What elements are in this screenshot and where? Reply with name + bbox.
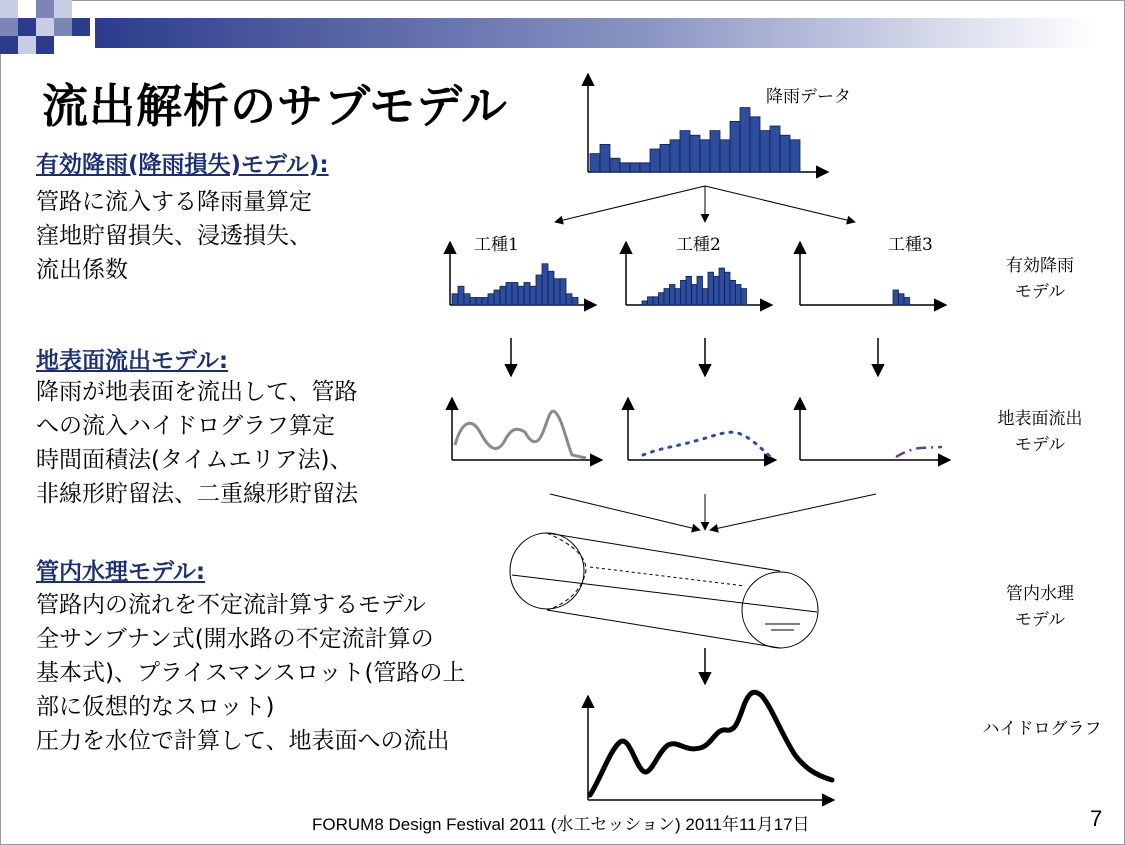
section-line: 全サンブナン式(開水路の不定流計算の: [36, 626, 434, 652]
bar: [692, 285, 698, 306]
side-label-line: モデル: [1014, 282, 1066, 302]
bar: [482, 298, 488, 306]
bar: [512, 283, 518, 306]
bar: [904, 298, 910, 306]
bar: [670, 140, 680, 172]
bar: [560, 279, 566, 305]
bar: [653, 297, 659, 305]
hydrograph-curve: [590, 692, 832, 795]
bar: [488, 294, 494, 305]
side-label-line: モデル: [1014, 435, 1066, 455]
runoff-curve-purple: [896, 447, 942, 457]
bar: [899, 294, 905, 305]
section-heading: 管内水理モデル:: [36, 559, 206, 585]
bar: [494, 290, 500, 305]
page-number: 7: [1090, 806, 1103, 831]
page-title: 流出解析のサブモデル: [42, 79, 508, 133]
bar: [590, 154, 600, 172]
section-line: 管路内の流れを不定流計算するモデル: [36, 592, 426, 618]
bar: [554, 279, 560, 305]
bar: [720, 140, 730, 172]
section-line: 基本式)、プライスマンスロット(管路の上: [36, 660, 466, 686]
bar: [719, 268, 725, 305]
bar: [714, 276, 720, 305]
footer-text: FORUM8 Design Festival 2011 (水工セッション) 2011年11月17日: [312, 815, 810, 834]
bar: [770, 126, 780, 172]
arrow-to-type3: [705, 186, 855, 222]
bar: [650, 149, 660, 172]
runoff-curve-dotted: [643, 432, 772, 458]
bar: [670, 285, 676, 306]
section-heading: 有効降雨(降雨損失)モデル):: [36, 152, 329, 178]
bar: [640, 163, 650, 172]
bar: [566, 294, 572, 305]
bar: [518, 286, 524, 305]
section-line: への流入ハイドログラフ算定: [36, 413, 335, 439]
side-label-line: ハイドログラフ: [982, 719, 1102, 739]
bar: [572, 298, 578, 306]
type2-bars: [642, 268, 747, 305]
bar: [506, 283, 512, 306]
bar: [680, 131, 690, 172]
bar: [681, 280, 687, 305]
converge-arrow-right: [710, 494, 876, 530]
type2-label: 工種2: [676, 235, 721, 255]
bar: [648, 297, 654, 305]
section-line: 降雨が地表面を流出して、管路: [36, 379, 358, 405]
bar: [710, 131, 720, 172]
type3-chart-axes: [800, 242, 946, 305]
pipe-cylinder: [510, 533, 818, 648]
bar: [750, 117, 760, 172]
rain-data-label: 降雨データ: [766, 87, 851, 107]
runoff-chart-2: [628, 398, 776, 460]
side-label-line: 地表面流出: [997, 409, 1083, 429]
bar: [452, 294, 458, 305]
bar: [659, 293, 665, 305]
bar: [664, 289, 670, 305]
arrow-to-type1: [555, 186, 705, 222]
bar: [542, 264, 548, 305]
bar: [600, 144, 610, 172]
bar: [725, 272, 731, 305]
converge-arrow-left: [550, 494, 700, 530]
side-label-line: モデル: [1014, 610, 1066, 630]
bar: [620, 163, 630, 172]
section-line: 圧力を水位で計算して、地表面への流出: [36, 728, 450, 754]
section-line: 部に仮想的なスロット): [36, 694, 275, 720]
bar: [524, 283, 530, 306]
bar: [690, 135, 700, 172]
bar: [630, 163, 640, 172]
bar: [500, 286, 506, 305]
bar: [660, 144, 670, 172]
bar: [741, 289, 747, 305]
type1-bars: [452, 264, 578, 305]
hydrograph-chart: [588, 692, 834, 800]
section-line: 非線形貯留法、二重線形貯留法: [36, 481, 358, 507]
bar: [697, 276, 703, 305]
bar: [760, 131, 770, 172]
bar: [476, 298, 482, 306]
section-line: 管路に流入する降雨量算定: [36, 189, 312, 215]
bar: [470, 298, 476, 306]
section-line: 窪地貯留損失、浸透損失、: [36, 223, 312, 249]
section-line: 流出係数: [36, 257, 128, 283]
runoff-curve-gray: [455, 411, 586, 458]
bar: [703, 289, 709, 305]
bar: [458, 286, 464, 305]
rain-bars: [590, 108, 800, 172]
bar: [530, 286, 536, 305]
section-line: 時間面積法(タイムエリア法)、: [36, 447, 353, 473]
bar: [536, 275, 542, 305]
bar: [675, 289, 681, 305]
water-surface-hidden: [590, 567, 745, 586]
runoff-chart-3: [800, 398, 950, 460]
bar: [610, 158, 620, 172]
bar: [740, 108, 750, 172]
type1-label: 工種1: [474, 235, 519, 255]
bar: [790, 140, 800, 172]
bar: [780, 135, 790, 172]
type3-label: 工種3: [888, 235, 933, 255]
bar: [893, 290, 899, 305]
bar: [686, 276, 692, 305]
side-label-line: 管内水理: [1006, 584, 1074, 604]
bar: [464, 294, 470, 305]
type3-bars: [893, 290, 910, 305]
side-label-line: 有効降雨: [1006, 256, 1074, 276]
water-surface-line: [512, 575, 817, 612]
section-heading: 地表面流出モデル:: [36, 348, 229, 374]
bar: [736, 285, 742, 306]
bar: [642, 301, 648, 305]
runoff-chart-1: [452, 398, 602, 460]
bar: [730, 280, 736, 305]
bar: [548, 271, 554, 305]
bar: [730, 121, 740, 172]
bar: [708, 272, 714, 305]
bar: [700, 140, 710, 172]
